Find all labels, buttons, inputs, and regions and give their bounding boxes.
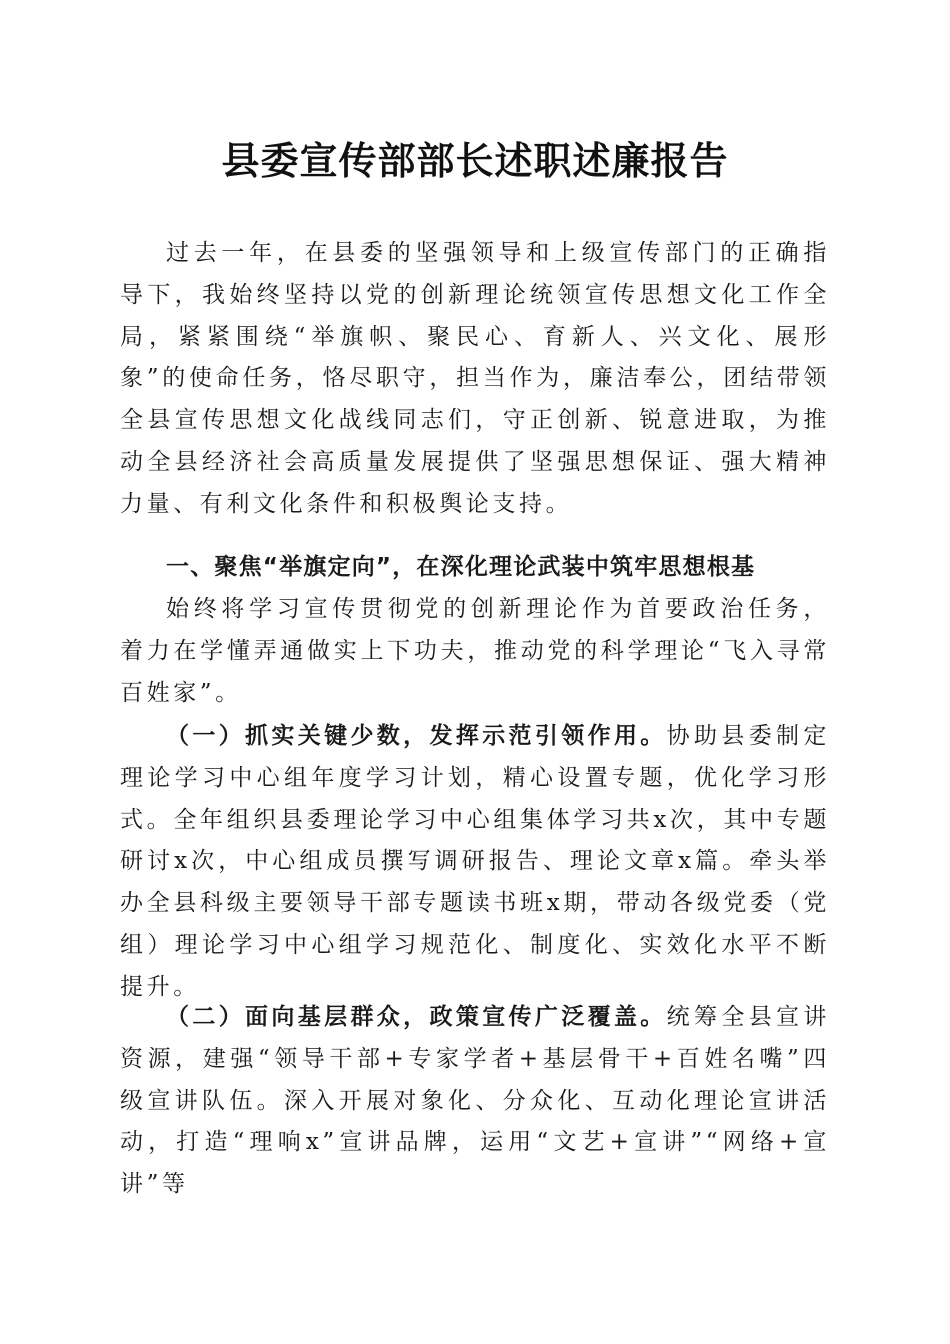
section-heading-1: 一、聚焦“举旗定向”，在深化理论武装中筑牢思想根基 <box>166 554 756 580</box>
section-1-item-1-paragraph <box>120 716 830 1009</box>
item-2-text: 统筹全县宣讲资源，建强“领导干部+专家学者+基层骨干+百姓名嘴”四级宣讲队伍。深入开展对象化、分众化、互动化理论宣讲活动，打造“理响x”宣讲品牌，运用“文艺+宣讲”“网络+宣讲”等 <box>120 1004 830 1198</box>
section-1-lead-paragraph: 始终将学习宣传贯彻党的创新理论作为首要政治任务，着力在学懂弄通做实上下功夫，推动党的科学理论“飞入寻常百姓家”。 <box>120 596 830 706</box>
item-1-subheading: （一）抓实关键少数，发挥示范引领作用。 <box>166 723 667 749</box>
document-title: 县委宣传部部长述职述廉报告 <box>221 138 729 183</box>
item-2-subheading: （二）面向基层群众，政策宣传广泛覆盖。 <box>166 1004 667 1030</box>
intro-paragraph: 过去一年，在县委的坚强领导和上级宣传部门的正确指导下，我始终坚持以党的创新理论统领宣传思想文化工作全局，紧紧围绕“举旗帜、聚民心、育新人、兴文化、展形象”的使命任务，恪尽职守，担当作为，廉洁奉公，团结带领全县宣传思想文化战线同志们，守正创新、锐意进取，为推动全县经济社会高质量发展提供了坚强思想保证、强大精神力量、有利文化条件和积极舆论支持。 <box>120 240 830 517</box>
item-1-text: 协助县委制定理论学习中心组年度学习计划，精心设置专题，优化学习形式。全年组织县委理论学习中心组集体学习共x次，其中专题研讨x次，中心组成员撰写调研报告、理论文章x篇。牵头举办全县科级主要领导干部专题读书班x期，带动各级党委（党组）理论学习中心组学习规范化、制度化、实效化水平不断提升。 <box>120 723 830 1000</box>
section-1-item-2-paragraph <box>120 997 830 1206</box>
